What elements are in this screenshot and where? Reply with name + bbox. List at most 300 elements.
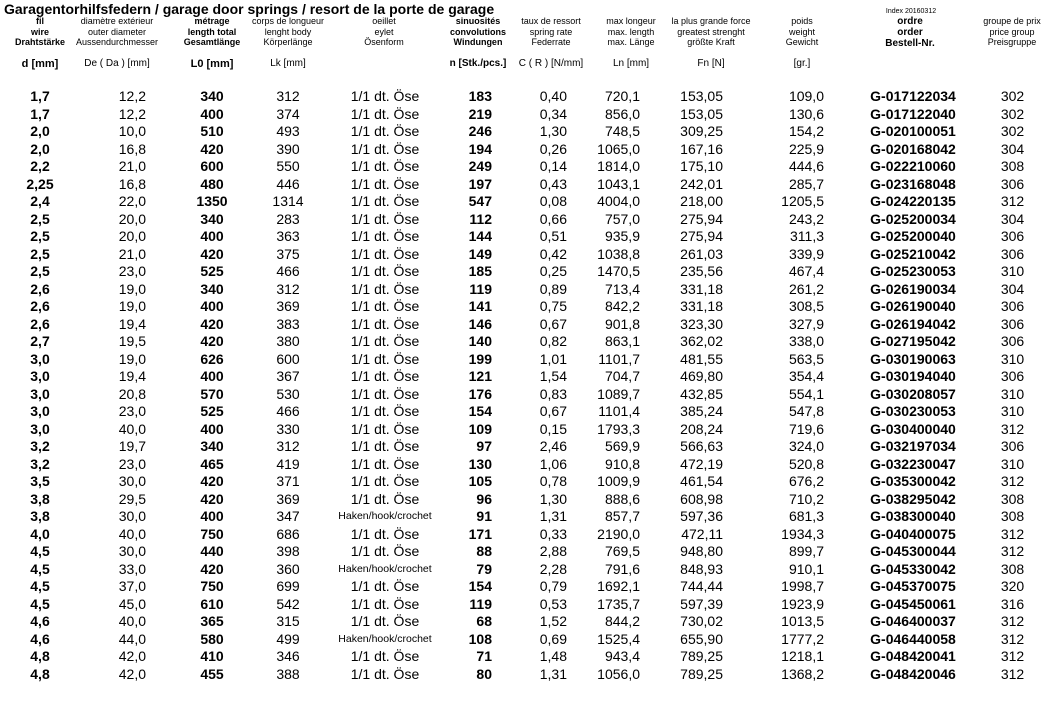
- price-group-cell: 312: [1000, 630, 1025, 647]
- greatest-force-cell: 472,19: [680, 455, 723, 472]
- price-group-cell: 308: [1000, 560, 1025, 577]
- order-number-cell: G-032230047: [870, 455, 956, 472]
- convolutions-cell: 249: [468, 158, 492, 174]
- max-length-cell: 857,7: [604, 508, 640, 524]
- price-group-cell: 306: [1000, 315, 1025, 332]
- table-row: [0, 386, 1055, 404]
- price-group-cell: 312: [1000, 473, 1025, 489]
- spring-rate-cell: 0,51: [539, 228, 567, 244]
- length-total-cell: 1350: [196, 193, 228, 209]
- convolutions-cell: 97: [476, 438, 492, 454]
- wire-cell: 3,0: [30, 385, 50, 402]
- eyelet-cell: 1/1 dt. Öse: [350, 595, 420, 612]
- length-total-cell: 420: [200, 140, 224, 157]
- outer-diameter-cell: 37,0: [118, 578, 146, 594]
- max-length-cell: 943,4: [604, 648, 640, 664]
- weight-cell: 467,4: [788, 263, 824, 279]
- eyelet-cell: Haken/hook/crochet: [338, 632, 432, 645]
- eyelet-cell: 1/1 dt. Öse: [350, 245, 420, 262]
- greatest-force-cell: 323,30: [680, 315, 723, 332]
- outer-diameter-cell: 20,0: [118, 210, 146, 227]
- body-length-cell: 369: [276, 490, 300, 507]
- eyelet-cell: 1/1 dt. Öse: [350, 385, 420, 402]
- max-length-cell: 1101,7: [598, 350, 640, 367]
- body-length-cell: 283: [276, 210, 300, 227]
- greatest-force-cell: 275,94: [680, 210, 723, 227]
- greatest-force-cell: 385,24: [680, 403, 723, 419]
- outer-diameter-cell: 12,2: [118, 105, 146, 122]
- table-row: [0, 491, 1055, 509]
- greatest-force-cell: 153,05: [680, 88, 723, 104]
- weight-cell: 354,4: [788, 368, 824, 384]
- greatest-force-cell: 362,02: [680, 333, 723, 349]
- weight-cell: 1218,1: [781, 648, 824, 664]
- spring-rate-cell: 2,88: [539, 543, 567, 559]
- table-row: [0, 281, 1055, 299]
- max-length-cell: 720,1: [604, 88, 640, 104]
- spring-rate-cell: 0,42: [539, 245, 567, 262]
- length-total-cell: 465: [200, 455, 224, 472]
- unit-body-length: Lk [mm]: [270, 58, 306, 69]
- eyelet-cell: 1/1 dt. Öse: [350, 228, 420, 244]
- convolutions-cell: 96: [476, 490, 492, 507]
- spring-rate-cell: 1,06: [539, 455, 567, 472]
- spring-rate-cell: 0,67: [539, 315, 567, 332]
- weight-cell: 308,5: [788, 298, 824, 314]
- header-max-length: max longeur max. length max. Länge: [606, 16, 656, 47]
- outer-diameter-cell: 23,0: [118, 455, 146, 472]
- convolutions-cell: 144: [468, 228, 492, 244]
- spring-rate-cell: 2,46: [539, 438, 567, 454]
- length-total-cell: 400: [200, 298, 224, 314]
- spring-rate-cell: 1,54: [539, 368, 567, 384]
- convolutions-cell: 219: [468, 105, 492, 122]
- body-length-cell: 383: [276, 315, 300, 332]
- max-length-cell: 748,5: [604, 123, 640, 139]
- spring-rate-cell: 0,08: [539, 193, 567, 209]
- spring-rate-cell: 0,69: [539, 630, 567, 647]
- spring-rate-cell: 0,89: [539, 280, 567, 297]
- body-length-cell: 686: [276, 525, 300, 542]
- greatest-force-cell: 655,90: [680, 630, 723, 647]
- greatest-force-cell: 948,80: [680, 543, 723, 559]
- spring-rate-cell: 0,83: [539, 385, 567, 402]
- greatest-force-cell: 261,03: [680, 245, 723, 262]
- greatest-force-cell: 175,10: [680, 158, 723, 174]
- max-length-cell: 1065,0: [597, 140, 640, 157]
- spring-rate-cell: 0,82: [539, 333, 567, 349]
- order-number-cell: G-026190034: [870, 280, 956, 297]
- body-length-cell: 369: [276, 298, 300, 314]
- wire-cell: 3,0: [30, 403, 50, 419]
- greatest-force-cell: 309,25: [680, 123, 723, 139]
- price-group-cell: 310: [1000, 403, 1025, 419]
- price-group-cell: 308: [1000, 508, 1025, 524]
- table-row: [0, 123, 1055, 141]
- greatest-force-cell: 566,63: [680, 438, 723, 454]
- eyelet-cell: 1/1 dt. Öse: [350, 403, 420, 419]
- eyelet-cell: 1/1 dt. Öse: [350, 578, 420, 594]
- outer-diameter-cell: 22,0: [118, 193, 146, 209]
- length-total-cell: 440: [200, 543, 224, 559]
- wire-cell: 4,6: [30, 630, 50, 647]
- wire-cell: 1,7: [30, 105, 50, 122]
- convolutions-cell: 68: [476, 613, 492, 629]
- body-length-cell: 388: [276, 665, 300, 682]
- eyelet-cell: 1/1 dt. Öse: [350, 525, 420, 542]
- index-note: Index 20160312: [885, 8, 937, 15]
- eyelet-cell: Haken/hook/crochet: [338, 562, 432, 575]
- order-number-cell: G-048420046: [870, 665, 956, 682]
- table-row: [0, 561, 1055, 579]
- table-row: [0, 298, 1055, 316]
- order-number-cell: G-025200040: [870, 228, 956, 244]
- convolutions-cell: 246: [468, 123, 492, 139]
- length-total-cell: 480: [200, 175, 224, 192]
- wire-cell: 2,2: [30, 158, 50, 174]
- body-length-cell: 419: [276, 455, 300, 472]
- wire-cell: 4,5: [30, 543, 50, 559]
- price-group-cell: 310: [1000, 350, 1025, 367]
- outer-diameter-cell: 21,0: [118, 245, 146, 262]
- wire-cell: 2,5: [30, 228, 50, 244]
- convolutions-cell: 119: [469, 280, 492, 297]
- convolutions-cell: 109: [468, 420, 492, 437]
- length-total-cell: 420: [200, 473, 224, 489]
- body-length-cell: 493: [276, 123, 300, 139]
- eyelet-cell: 1/1 dt. Öse: [350, 368, 420, 384]
- convolutions-cell: 183: [468, 88, 492, 104]
- price-group-cell: 310: [1000, 455, 1025, 472]
- body-length-cell: 312: [276, 88, 300, 104]
- weight-cell: 338,0: [788, 333, 824, 349]
- spring-rate-cell: 0,15: [539, 420, 567, 437]
- weight-cell: 520,8: [788, 455, 824, 472]
- length-total-cell: 750: [200, 525, 224, 542]
- order-number-cell: G-025230053: [870, 263, 956, 279]
- greatest-force-cell: 608,98: [680, 490, 723, 507]
- price-group-cell: 306: [1000, 175, 1025, 192]
- page-title: Garagentorhilfsfedern / garage door springs / resort de la porte de garage: [4, 1, 495, 17]
- wire-cell: 4,8: [30, 665, 50, 682]
- wire-cell: 2,6: [30, 280, 50, 297]
- spring-rate-cell: 1,31: [539, 665, 567, 682]
- weight-cell: 154,2: [788, 123, 824, 139]
- body-length-cell: 466: [276, 403, 300, 419]
- max-length-cell: 1735,7: [597, 595, 640, 612]
- length-total-cell: 340: [200, 88, 224, 104]
- convolutions-cell: 149: [468, 245, 492, 262]
- order-number-cell: G-026190040: [870, 298, 956, 314]
- max-length-cell: 844,2: [604, 613, 640, 629]
- outer-diameter-cell: 23,0: [118, 403, 146, 419]
- length-total-cell: 365: [200, 613, 224, 629]
- table-row: [0, 666, 1055, 684]
- header-spring-rate: taux de ressort spring rate Federrate: [521, 16, 581, 47]
- max-length-cell: 1009,9: [597, 473, 640, 489]
- max-length-cell: 791,6: [604, 560, 640, 577]
- eyelet-cell: 1/1 dt. Öse: [350, 543, 420, 559]
- outer-diameter-cell: 40,0: [118, 613, 146, 629]
- wire-cell: 2,5: [30, 210, 50, 227]
- header-greatest-force: la plus grande force greatest strenght größte Kraft: [671, 16, 751, 47]
- length-total-cell: 400: [200, 105, 224, 122]
- order-number-cell: G-024220135: [870, 193, 956, 209]
- max-length-cell: 935,9: [604, 228, 640, 244]
- price-group-cell: 304: [1000, 280, 1025, 297]
- wire-cell: 4,8: [30, 648, 50, 664]
- length-total-cell: 610: [200, 595, 224, 612]
- wire-cell: 3,5: [30, 473, 50, 489]
- header-convolutions: sinuosités convolutions Windungen: [450, 16, 506, 47]
- eyelet-cell: 1/1 dt. Öse: [350, 105, 420, 122]
- convolutions-cell: 79: [476, 560, 492, 577]
- weight-cell: 243,2: [788, 210, 824, 227]
- table-row: [0, 613, 1055, 631]
- max-length-cell: 910,8: [604, 455, 640, 472]
- order-number-cell: G-020168042: [870, 140, 956, 157]
- order-number-cell: G-038300040: [870, 508, 956, 524]
- table-row: [0, 526, 1055, 544]
- outer-diameter-cell: 16,8: [118, 140, 146, 157]
- wire-cell: 3,8: [30, 508, 50, 524]
- order-number-cell: G-030230053: [870, 403, 956, 419]
- convolutions-cell: 121: [468, 368, 492, 384]
- price-group-cell: 312: [1000, 525, 1025, 542]
- body-length-cell: 499: [276, 630, 300, 647]
- wire-cell: 2,0: [30, 140, 50, 157]
- table-row: [0, 106, 1055, 124]
- order-number-cell: G-045450061: [870, 595, 956, 612]
- greatest-force-cell: 432,85: [680, 385, 723, 402]
- max-length-cell: 1089,7: [597, 385, 640, 402]
- outer-diameter-cell: 30,0: [118, 508, 146, 524]
- order-number-cell: G-046400037: [870, 613, 956, 629]
- unit-greatest-force: Fn [N]: [697, 58, 725, 69]
- spring-rate-cell: 0,43: [539, 175, 567, 192]
- eyelet-cell: 1/1 dt. Öse: [350, 333, 420, 349]
- eyelet-cell: Haken/hook/crochet: [338, 510, 432, 522]
- outer-diameter-cell: 19,4: [118, 368, 146, 384]
- order-number-cell: G-020100051: [870, 123, 956, 139]
- weight-cell: 710,2: [788, 490, 824, 507]
- greatest-force-cell: 218,00: [680, 193, 723, 209]
- price-group-cell: 312: [1000, 613, 1025, 629]
- convolutions-cell: 130: [468, 455, 492, 472]
- eyelet-cell: 1/1 dt. Öse: [350, 140, 420, 157]
- unit-weight: [gr.]: [793, 58, 811, 69]
- order-number-cell: G-045300044: [870, 543, 956, 559]
- length-total-cell: 600: [200, 158, 224, 174]
- wire-cell: 4,5: [30, 578, 50, 594]
- convolutions-cell: 146: [468, 315, 492, 332]
- max-length-cell: 704,7: [604, 368, 640, 384]
- convolutions-cell: 197: [468, 175, 492, 192]
- header-order: ordre order Bestell-Nr.: [885, 16, 935, 49]
- wire-cell: 3,2: [30, 455, 50, 472]
- length-total-cell: 400: [200, 508, 224, 524]
- unit-length-total: L0 [mm]: [190, 58, 234, 70]
- wire-cell: 2,7: [30, 333, 50, 349]
- wire-cell: 2,25: [26, 175, 54, 192]
- spring-rate-cell: 1,30: [539, 490, 567, 507]
- order-number-cell: G-040400075: [870, 525, 956, 542]
- body-length-cell: 330: [276, 420, 300, 437]
- price-group-cell: 306: [1000, 333, 1025, 349]
- order-number-cell: G-048420041: [870, 648, 956, 664]
- header-length-total: métrage length total Gesamtlänge: [183, 16, 241, 47]
- max-length-cell: 842,2: [604, 298, 640, 314]
- outer-diameter-cell: 29,5: [118, 490, 146, 507]
- length-total-cell: 340: [200, 280, 224, 297]
- weight-cell: 261,2: [788, 280, 824, 297]
- outer-diameter-cell: 16,8: [118, 175, 146, 192]
- eyelet-cell: 1/1 dt. Öse: [350, 350, 420, 367]
- convolutions-cell: 91: [476, 508, 492, 524]
- header-outer-diameter: diamètre extérieur outer diameter Aussendurchmesser: [75, 16, 159, 47]
- spring-rate-cell: 0,34: [539, 105, 567, 122]
- table-row: [0, 88, 1055, 106]
- outer-diameter-cell: 21,0: [118, 158, 146, 174]
- max-length-cell: 1692,1: [597, 578, 640, 594]
- weight-cell: 1934,3: [781, 525, 824, 542]
- body-length-cell: 315: [276, 613, 300, 629]
- weight-cell: 554,1: [788, 385, 824, 402]
- max-length-cell: 1525,4: [597, 630, 640, 647]
- convolutions-cell: 194: [468, 140, 492, 157]
- order-number-cell: G-045370075: [870, 578, 956, 594]
- greatest-force-cell: 208,24: [680, 420, 723, 437]
- weight-cell: 681,3: [788, 508, 824, 524]
- greatest-force-cell: 730,02: [680, 613, 723, 629]
- spring-rate-cell: 0,78: [539, 473, 567, 489]
- weight-cell: 130,6: [788, 105, 824, 122]
- weight-cell: 285,7: [788, 175, 824, 192]
- wire-cell: 2,6: [30, 298, 50, 314]
- convolutions-cell: 108: [468, 630, 492, 647]
- length-total-cell: 580: [200, 630, 224, 647]
- outer-diameter-cell: 30,0: [118, 473, 146, 489]
- convolutions-cell: 119: [469, 595, 492, 612]
- greatest-force-cell: 848,93: [680, 560, 723, 577]
- body-length-cell: 346: [276, 648, 300, 664]
- order-number-cell: G-038295042: [870, 490, 956, 507]
- price-group-cell: 312: [1000, 420, 1025, 437]
- body-length-cell: 600: [276, 350, 300, 367]
- eyelet-cell: 1/1 dt. Öse: [350, 158, 420, 174]
- max-length-cell: 901,8: [604, 315, 640, 332]
- outer-diameter-cell: 42,0: [118, 665, 146, 682]
- price-group-cell: 312: [1000, 648, 1025, 664]
- eyelet-cell: 1/1 dt. Öse: [350, 263, 420, 279]
- greatest-force-cell: 153,05: [680, 105, 723, 122]
- table-row: [0, 193, 1055, 211]
- unit-wire: d [mm]: [21, 58, 59, 70]
- table-row: [0, 351, 1055, 369]
- length-total-cell: 525: [200, 263, 224, 279]
- body-length-cell: 390: [276, 140, 300, 157]
- order-number-cell: G-025200034: [870, 210, 956, 227]
- spring-rate-cell: 0,66: [539, 210, 567, 227]
- length-total-cell: 420: [200, 560, 224, 577]
- eyelet-cell: 1/1 dt. Öse: [350, 280, 420, 297]
- table-row: [0, 141, 1055, 159]
- body-length-cell: 550: [276, 158, 300, 174]
- greatest-force-cell: 167,16: [680, 140, 723, 157]
- eyelet-cell: 1/1 dt. Öse: [350, 88, 420, 104]
- length-total-cell: 400: [200, 420, 224, 437]
- outer-diameter-cell: 19,4: [118, 315, 146, 332]
- unit-convolutions: n [Stk./pcs.]: [449, 58, 507, 69]
- convolutions-cell: 176: [468, 385, 492, 402]
- max-length-cell: 1814,0: [597, 158, 640, 174]
- convolutions-cell: 154: [468, 403, 492, 419]
- wire-cell: 2,4: [30, 193, 50, 209]
- weight-cell: 676,2: [788, 473, 824, 489]
- greatest-force-cell: 461,54: [680, 473, 723, 489]
- eyelet-cell: 1/1 dt. Öse: [350, 613, 420, 629]
- order-number-cell: G-023168048: [870, 175, 956, 192]
- greatest-force-cell: 235,56: [680, 263, 723, 279]
- length-total-cell: 420: [200, 315, 224, 332]
- table-row: [0, 438, 1055, 456]
- eyelet-cell: 1/1 dt. Öse: [350, 210, 420, 227]
- eyelet-cell: 1/1 dt. Öse: [350, 438, 420, 454]
- length-total-cell: 410: [200, 648, 224, 664]
- length-total-cell: 455: [200, 665, 224, 682]
- greatest-force-cell: 331,18: [680, 298, 723, 314]
- price-group-cell: 306: [1000, 298, 1025, 314]
- eyelet-cell: 1/1 dt. Öse: [350, 455, 420, 472]
- order-number-cell: G-045330042: [870, 560, 956, 577]
- convolutions-cell: 71: [476, 648, 492, 664]
- order-number-cell: G-032197034: [870, 438, 956, 454]
- max-length-cell: 1043,1: [597, 175, 640, 192]
- max-length-cell: 1056,0: [597, 665, 640, 682]
- table-row: [0, 333, 1055, 351]
- greatest-force-cell: 744,44: [680, 578, 723, 594]
- weight-cell: 1368,2: [781, 665, 824, 682]
- spring-rate-cell: 1,52: [539, 613, 567, 629]
- outer-diameter-cell: 10,0: [118, 123, 146, 139]
- weight-cell: 339,9: [788, 245, 824, 262]
- eyelet-cell: 1/1 dt. Öse: [350, 420, 420, 437]
- order-number-cell: G-030208057: [870, 385, 956, 402]
- body-length-cell: 1314: [272, 193, 304, 209]
- price-group-cell: 302: [1000, 105, 1025, 122]
- length-total-cell: 420: [200, 245, 224, 262]
- price-group-cell: 302: [1000, 123, 1025, 139]
- greatest-force-cell: 789,25: [680, 665, 723, 682]
- body-length-cell: 380: [276, 333, 300, 349]
- body-length-cell: 446: [276, 175, 300, 192]
- order-number-cell: G-046440058: [870, 630, 956, 647]
- max-length-cell: 569,9: [604, 438, 640, 454]
- price-group-cell: 308: [1000, 490, 1025, 507]
- convolutions-cell: 140: [468, 333, 492, 349]
- eyelet-cell: 1/1 dt. Öse: [350, 665, 420, 682]
- convolutions-cell: 88: [476, 543, 492, 559]
- weight-cell: 547,8: [788, 403, 824, 419]
- wire-cell: 2,5: [30, 245, 50, 262]
- eyelet-cell: 1/1 dt. Öse: [350, 490, 420, 507]
- spring-rate-cell: 0,25: [539, 263, 567, 279]
- body-length-cell: 374: [276, 105, 300, 122]
- order-number-cell: G-035300042: [870, 473, 956, 489]
- greatest-force-cell: 481,55: [680, 350, 723, 367]
- order-number-cell: G-027195042: [870, 333, 956, 349]
- table-row: [0, 158, 1055, 176]
